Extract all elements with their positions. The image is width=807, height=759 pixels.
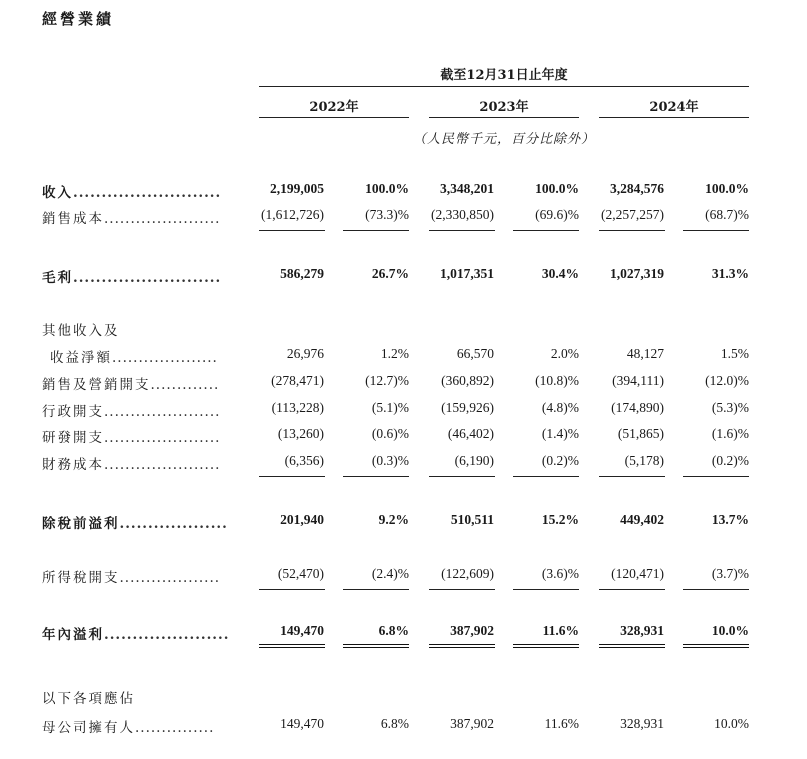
year-rule-2024 <box>599 117 749 118</box>
amount-cell: 1,017,351 <box>440 266 494 281</box>
percent-cell: (5.1)% <box>371 400 409 415</box>
section-title: 經營業績 <box>42 10 115 28</box>
amount-cell: (394,111) <box>612 373 664 388</box>
dot-leader: .......................... <box>73 185 222 201</box>
row-label-text: 母公司擁有人 <box>42 720 135 736</box>
amount-cell: 48,127 <box>626 346 664 361</box>
amount-cell: 3,348,201 <box>440 181 494 196</box>
amount-cell: (6,190) <box>454 453 494 468</box>
amount-cell: 26,976 <box>286 346 324 361</box>
percent-cell: 100.0% <box>365 181 409 196</box>
percent-cell: (0.3)% <box>371 453 409 468</box>
percent-cell: (0.6)% <box>371 426 409 441</box>
percent-cell: 13.7% <box>711 512 749 527</box>
amount-cell: (2,257,257) <box>601 207 664 222</box>
percent-cell: (3.6)% <box>541 566 579 581</box>
dot-leader: ...................... <box>104 404 221 420</box>
subtotal-rule <box>429 589 495 590</box>
amount-cell: 586,279 <box>280 266 324 281</box>
subtotal-rule <box>683 589 749 590</box>
subtotal-rule <box>683 230 749 231</box>
dot-leader: ............. <box>150 377 220 393</box>
row-label <box>42 512 228 532</box>
row-label-text: 銷售及營銷開支 <box>42 377 151 393</box>
percent-cell: 10.0% <box>714 716 749 731</box>
row-label <box>50 346 218 366</box>
amount-cell: (113,228) <box>271 400 324 415</box>
subtotal-rule <box>513 230 579 231</box>
percent-cell: (10.8)% <box>535 373 579 388</box>
amount-cell: 2,199,005 <box>270 181 324 196</box>
percent-cell: (0.2)% <box>711 453 749 468</box>
amount-cell: 149,470 <box>280 716 324 731</box>
percent-cell: (12.0)% <box>705 373 749 388</box>
amount-cell: (159,926) <box>441 400 494 415</box>
amount-cell: (13,260) <box>277 426 324 441</box>
row-label <box>42 181 221 201</box>
dot-leader: .......................... <box>73 270 222 286</box>
row-label-text: 其他收入及 <box>42 323 120 339</box>
row-label-text: 年內溢利 <box>42 627 104 643</box>
amount-cell: (360,892) <box>441 373 494 388</box>
currency-note: （人民幣千元，百分比除外） <box>412 132 595 147</box>
row-label-text: 毛利 <box>42 270 73 286</box>
row-label-text: 除稅前溢利 <box>42 516 120 532</box>
year-rule-2023 <box>429 117 579 118</box>
total-double-rule <box>259 644 325 648</box>
percent-cell: (2.4)% <box>371 566 409 581</box>
amount-cell: (122,609) <box>441 566 494 581</box>
percent-cell: (4.8)% <box>541 400 579 415</box>
amount-cell: (6,356) <box>284 453 324 468</box>
row-label-text: 以下各項應佔 <box>42 691 135 707</box>
row-label <box>42 373 219 393</box>
percent-cell: 2.0% <box>550 346 579 361</box>
row-label <box>42 566 220 586</box>
subtotal-rule <box>343 589 409 590</box>
percent-cell: 15.2% <box>541 512 579 527</box>
percent-cell: (69.6)% <box>535 207 579 222</box>
amount-cell: 510,511 <box>450 512 494 527</box>
percent-cell: 30.4% <box>541 266 579 281</box>
subtotal-rule <box>683 476 749 477</box>
amount-cell: (5,178) <box>624 453 664 468</box>
percent-cell: 100.0% <box>535 181 579 196</box>
row-label <box>42 623 229 643</box>
percent-cell: (0.2)% <box>541 453 579 468</box>
percent-cell: 1.5% <box>720 346 749 361</box>
amount-cell: 149,470 <box>280 623 324 638</box>
row-label-text: 行政開支 <box>42 404 104 420</box>
dot-leader: ................... <box>119 516 228 532</box>
dot-leader: ............... <box>135 720 215 736</box>
amount-cell: (46,402) <box>447 426 494 441</box>
percent-cell: (1.4)% <box>541 426 579 441</box>
amount-cell: (2,330,850) <box>431 207 494 222</box>
percent-cell: 10.0% <box>711 623 749 638</box>
amount-cell: (51,865) <box>617 426 664 441</box>
subtotal-rule <box>259 230 325 231</box>
amount-cell: (120,471) <box>611 566 664 581</box>
amount-cell: 328,931 <box>620 716 664 731</box>
period-header: 截至12月31日止年度 <box>440 68 568 83</box>
row-label <box>42 716 214 736</box>
percent-cell: (1.6)% <box>711 426 749 441</box>
total-double-rule <box>429 644 495 648</box>
percent-cell: 100.0% <box>705 181 749 196</box>
row-label <box>42 207 220 227</box>
dot-leader: ...................... <box>104 430 221 446</box>
amount-cell: 387,902 <box>450 716 494 731</box>
percent-cell: (12.7)% <box>365 373 409 388</box>
row-label <box>42 266 221 286</box>
row-label-text: 財務成本 <box>42 457 104 473</box>
year-header-2022: 2022年 <box>309 100 359 115</box>
percent-cell: (5.3)% <box>711 400 749 415</box>
percent-cell: 26.7% <box>371 266 409 281</box>
percent-cell: 9.2% <box>378 512 409 527</box>
row-label <box>42 426 220 446</box>
row-label-text: 銷售成本 <box>42 211 104 227</box>
percent-cell: 31.3% <box>711 266 749 281</box>
total-double-rule <box>343 644 409 648</box>
subtotal-rule <box>429 230 495 231</box>
amount-cell: 201,940 <box>280 512 324 527</box>
year-rule-2022 <box>259 117 409 118</box>
percent-cell: (3.7)% <box>711 566 749 581</box>
amount-cell: 3,284,576 <box>610 181 664 196</box>
amount-cell: 449,402 <box>620 512 664 527</box>
percent-cell: 1.2% <box>380 346 409 361</box>
subtotal-rule <box>599 476 665 477</box>
dot-leader: ...................... <box>104 627 230 643</box>
amount-cell: 387,902 <box>450 623 494 638</box>
subtotal-rule <box>259 476 325 477</box>
row-label-text: 收入 <box>42 185 73 201</box>
amount-cell: 328,931 <box>620 623 664 638</box>
percent-cell: 11.6% <box>542 623 579 638</box>
row-label <box>42 687 135 707</box>
row-label-text: 所得稅開支 <box>42 570 120 586</box>
percent-cell: (73.3)% <box>365 207 409 222</box>
subtotal-rule <box>599 230 665 231</box>
dot-leader: ...................... <box>104 211 221 227</box>
year-header-2023: 2023年 <box>479 100 529 115</box>
dot-leader: ................... <box>119 570 221 586</box>
percent-cell: 6.8% <box>380 716 409 731</box>
subtotal-rule <box>599 589 665 590</box>
percent-cell: 6.8% <box>378 623 409 638</box>
percent-cell: 11.6% <box>544 716 579 731</box>
amount-cell: (1,612,726) <box>261 207 324 222</box>
total-double-rule <box>683 644 749 648</box>
amount-cell: (278,471) <box>271 373 324 388</box>
amount-cell: (52,470) <box>277 566 324 581</box>
dot-leader: ...................... <box>104 457 221 473</box>
subtotal-rule <box>513 589 579 590</box>
row-label <box>42 400 220 420</box>
total-double-rule <box>599 644 665 648</box>
amount-cell: 1,027,319 <box>610 266 664 281</box>
subtotal-rule <box>513 476 579 477</box>
amount-cell: 66,570 <box>456 346 494 361</box>
subtotal-rule <box>343 476 409 477</box>
period-header-rule <box>259 86 749 87</box>
row-label-text: 收益淨額 <box>50 350 112 366</box>
subtotal-rule <box>429 476 495 477</box>
amount-cell: (174,890) <box>611 400 664 415</box>
row-label-text: 研發開支 <box>42 430 104 446</box>
percent-cell: (68.7)% <box>705 207 749 222</box>
total-double-rule <box>513 644 579 648</box>
subtotal-rule <box>343 230 409 231</box>
year-header-2024: 2024年 <box>649 100 699 115</box>
dot-leader: .................... <box>112 350 218 366</box>
row-label <box>42 319 120 339</box>
row-label <box>42 453 220 473</box>
subtotal-rule <box>259 589 325 590</box>
